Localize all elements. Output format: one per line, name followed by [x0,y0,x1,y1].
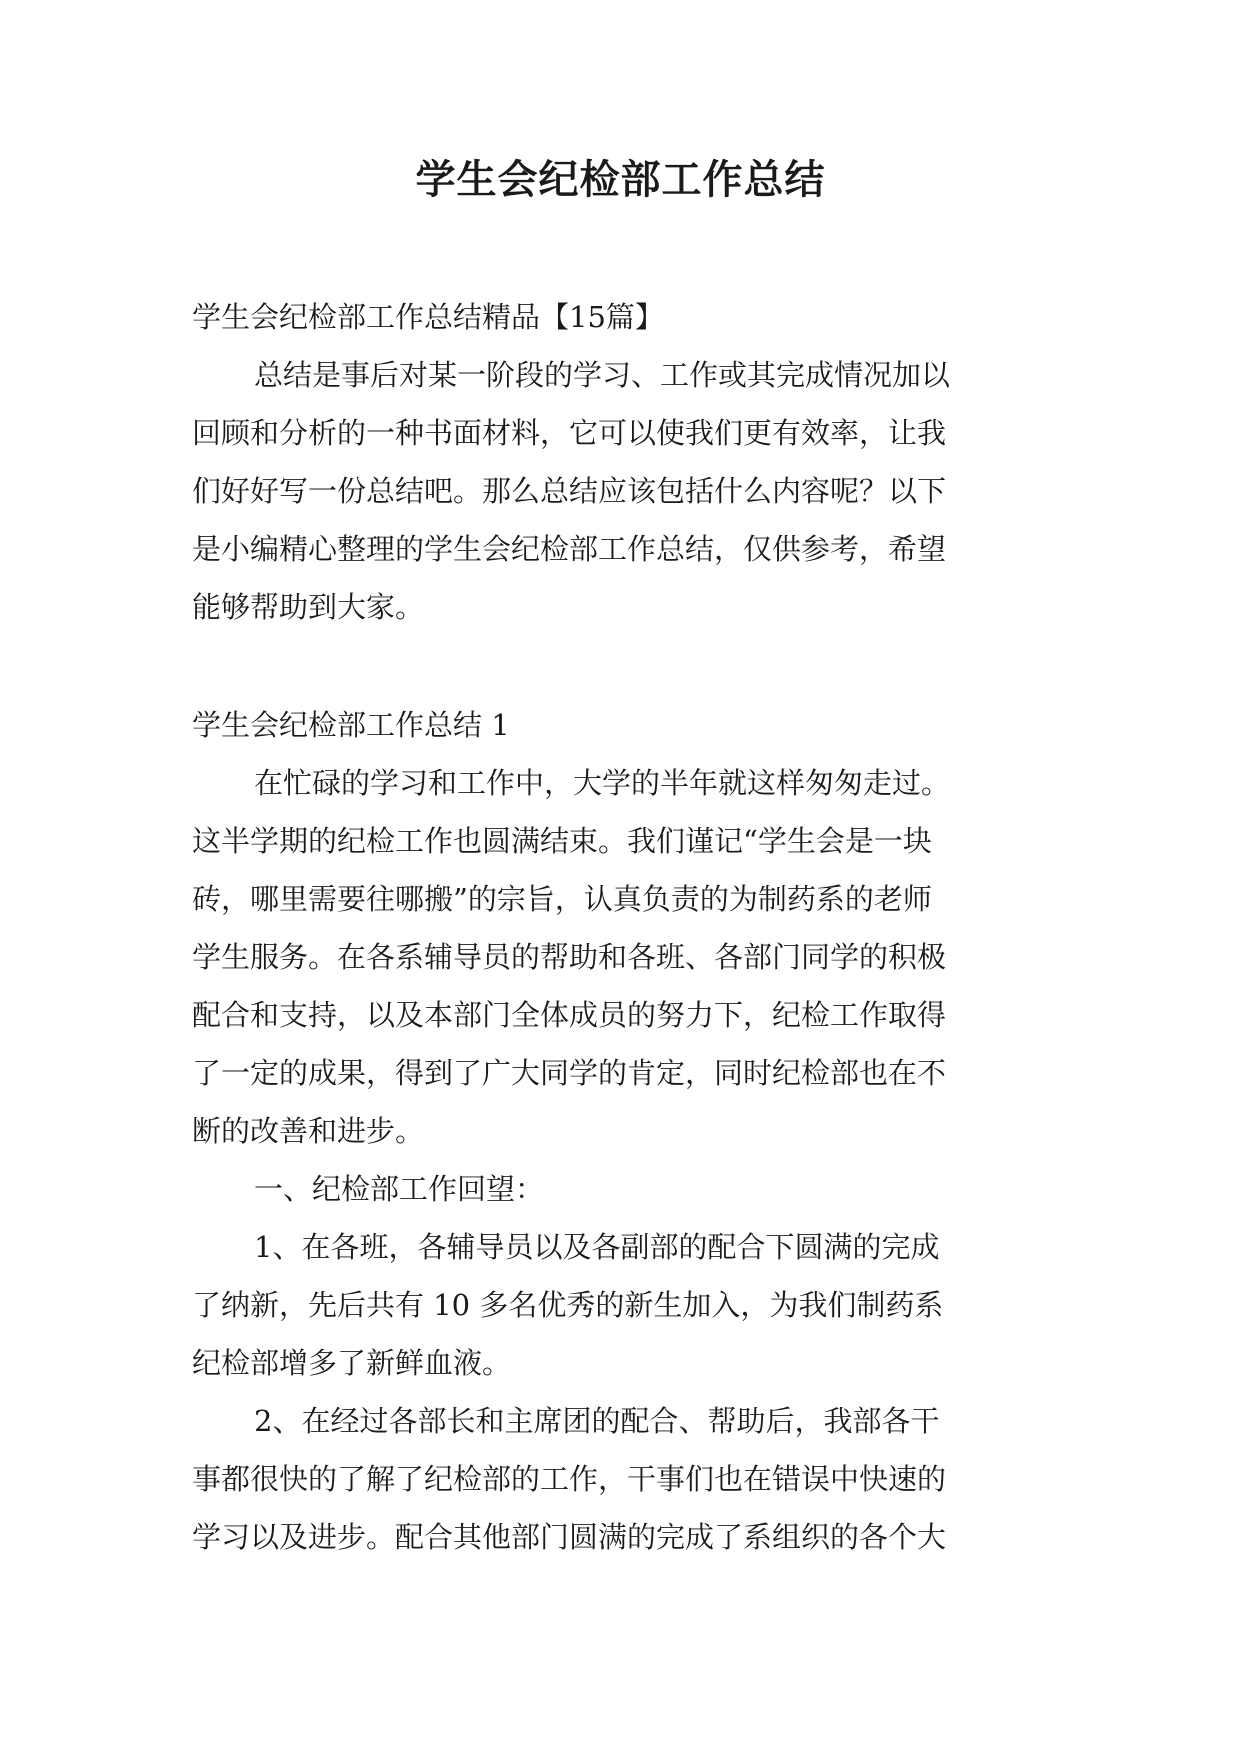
list-item-line: 1、在各班，各辅导员以及各副部的配合下圆满的完成 [254,1230,940,1264]
intro-line: 总结是事后对某一阶段的学习、工作或其完成情况加以 [254,358,951,392]
intro-line: 能够帮助到大家。 [192,590,425,624]
list-item-line: 2、在经过各部长和主席团的配合、帮助后，我部各干 [254,1404,940,1438]
paragraph-line: 断的改善和进步。 [192,1114,425,1148]
list-item-line: 了纳新，先后共有 10 多名优秀的新生加入，为我们制药系 [192,1288,944,1322]
list-item-line: 纪检部增多了新鲜血液。 [192,1346,512,1380]
intro-line: 回顾和分析的一种书面材料，它可以使我们更有效率，让我 [192,416,947,450]
document-title: 学生会纪检部工作总结 [415,156,826,203]
intro-line: 们好好写一份总结吧。那么总结应该包括什么内容呢？以下 [192,474,947,508]
list-item-line: 学习以及进步。配合其他部门圆满的完成了系组织的各个大 [192,1520,947,1554]
intro-heading: 学生会纪检部工作总结精品【15篇】 [192,300,664,334]
paragraph-line: 砖，哪里需要往哪搬”的宗旨，认真负责的为制药系的老师 [192,882,932,916]
paragraph-line: 在忙碌的学习和工作中，大学的半年就这样匆匆走过。 [254,766,951,800]
section-spacer [192,636,1052,696]
paragraph-line: 配合和支持，以及本部门全体成员的努力下，纪检工作取得 [192,998,947,1032]
subheading: 一、纪检部工作回望： [254,1172,545,1206]
list-item-line: 事都很快的了解了纪检部的工作，干事们也在错误中快速的 [192,1462,947,1496]
intro-line: 是小编精心整理的学生会纪检部工作总结，仅供参考，希望 [192,532,947,566]
paragraph-line: 这半学期的纪检工作也圆满结束。我们谨记“学生会是一块 [192,824,932,858]
section-heading: 学生会纪检部工作总结 1 [192,708,510,742]
paragraph-line: 了一定的成果，得到了广大同学的肯定，同时纪检部也在不 [192,1056,947,1090]
paragraph-line: 学生服务。在各系辅导员的帮助和各班、各部门同学的积极 [192,940,947,974]
document-body [192,288,1052,1566]
